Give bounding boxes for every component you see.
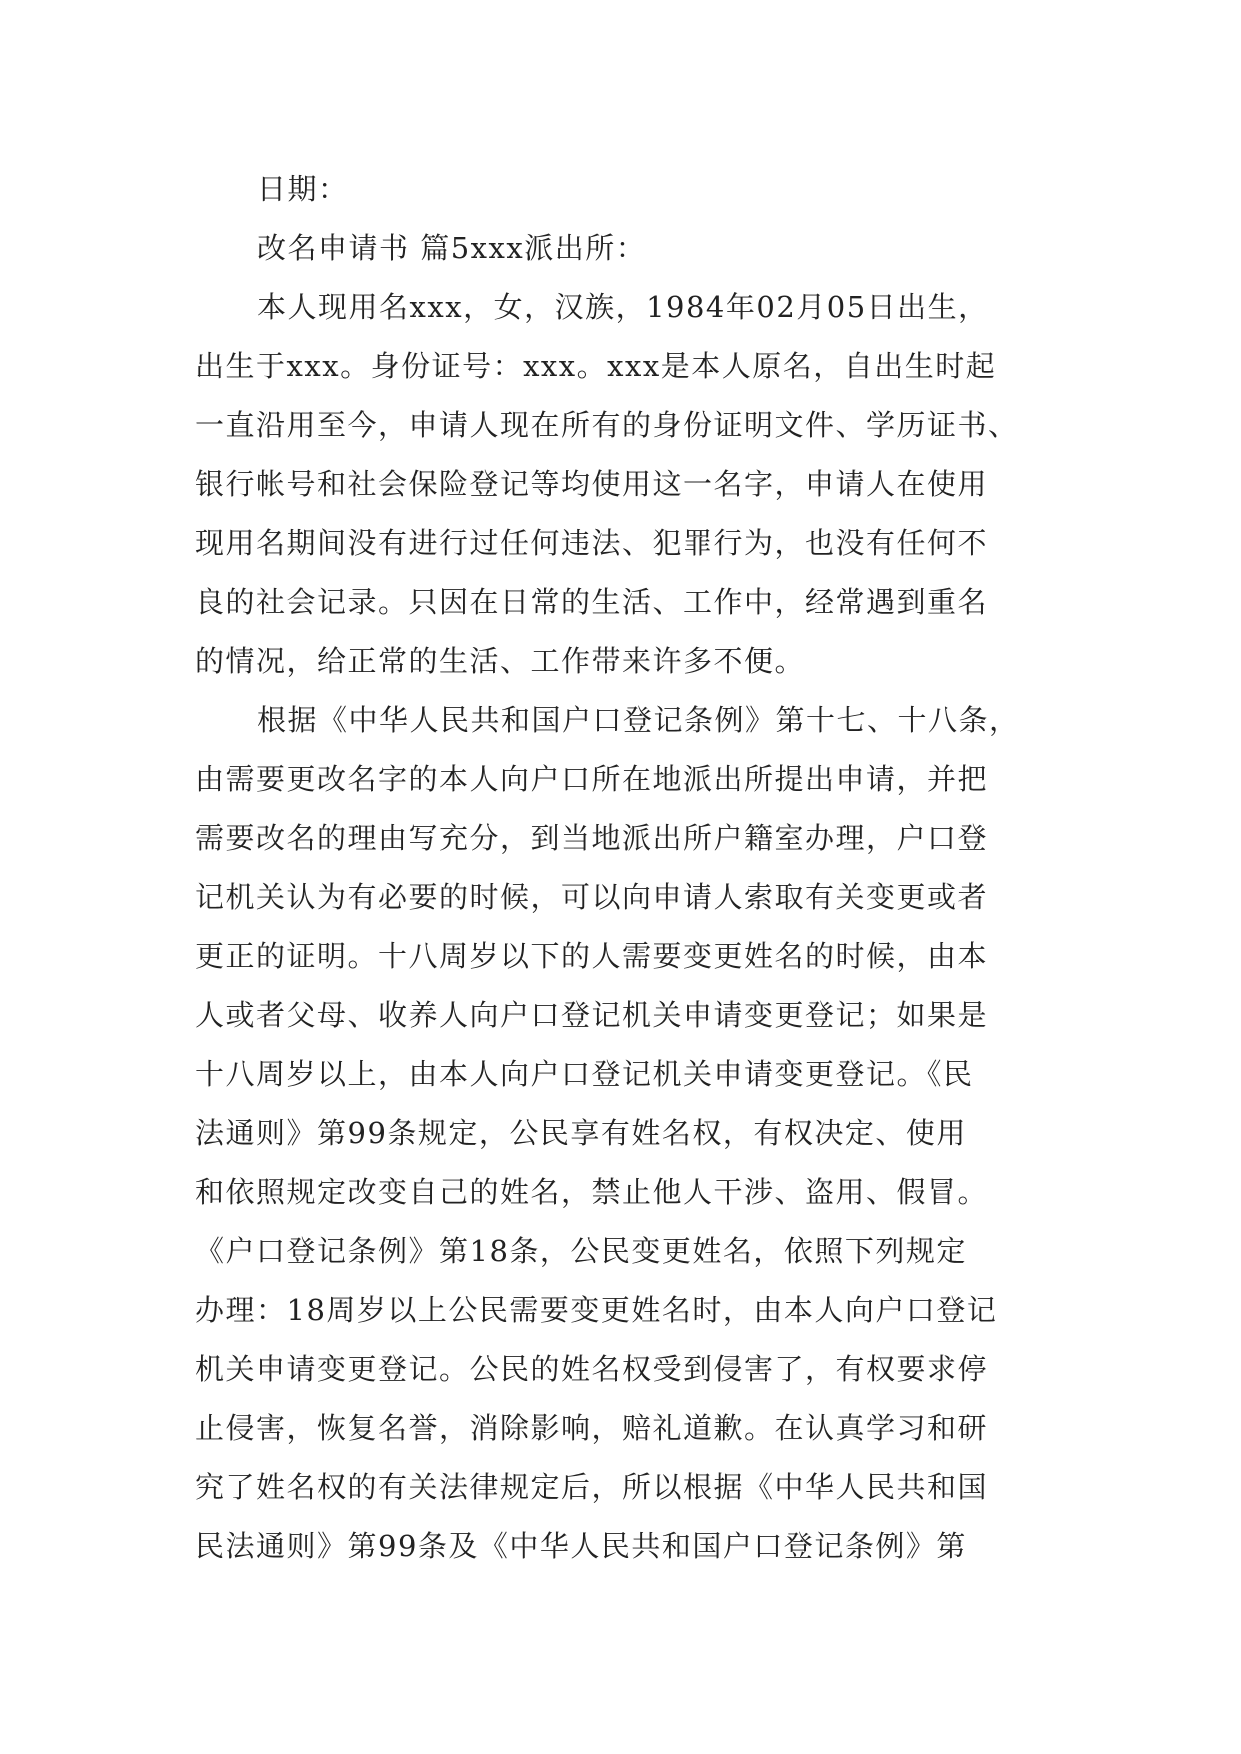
paragraph-1-line: 出生于xxx。身份证号：xxx。xxx是本人原名，自出生时起 [195,349,997,383]
paragraph-1-line: 良的社会记录。只因在日常的生活、工作中，经常遇到重名 [195,585,989,619]
paragraph-2-line: 记机关认为有必要的时候，可以向申请人索取有关变更或者 [195,880,989,914]
document-body [195,160,1055,1576]
paragraph-2-line: 法通则》第99条规定，公民享有姓名权，有权决定、使用 [195,1116,967,1150]
paragraph-2-line: 根据《中华人民共和国户口登记条例》第十七、十八条， [257,703,1020,737]
paragraph-1-line: 一直沿用至今，申请人现在所有的身份证明文件、学历证书、 [195,408,1019,442]
paragraph-2-line: 需要改名的理由写充分，到当地派出所户籍室办理，户口登 [195,821,989,855]
paragraph-1-line: 的情况，给正常的生活、工作带来许多不便。 [195,644,806,678]
paragraph-1-line: 本人现用名xxx，女，汉族，1984年02月05日出生， [257,290,989,324]
paragraph-1-line: 现用名期间没有进行过任何违法、犯罪行为，也没有任何不 [195,526,989,560]
paragraph-2-line: 《户口登记条例》第18条，公民变更姓名，依照下列规定 [195,1234,967,1268]
paragraph-2-line: 十八周岁以上，由本人向户口登记机关申请变更登记。《民 [195,1057,974,1091]
date-line: 日期： [257,172,349,206]
paragraph-2-line: 究了姓名权的有关法律规定后，所以根据《中华人民共和国 [195,1470,989,1504]
title-addressee-line: 改名申请书 篇5xxx派出所： [257,231,647,265]
paragraph-2-line: 由需要更改名字的本人向户口所在地派出所提出申请，并把 [195,762,989,796]
paragraph-2-line: 更正的证明。十八周岁以下的人需要变更姓名的时候，由本 [195,939,989,973]
paragraph-2-line: 民法通则》第99条及《中华人民共和国户口登记条例》第 [195,1529,967,1563]
paragraph-2-line: 和依照规定改变自己的姓名，禁止他人干涉、盗用、假冒。 [195,1175,989,1209]
paragraph-2-line: 止侵害，恢复名誉，消除影响，赔礼道歉。在认真学习和研 [195,1411,989,1445]
paragraph-2-line: 人或者父母、收养人向户口登记机关申请变更登记；如果是 [195,998,989,1032]
paragraph-1-line: 银行帐号和社会保险登记等均使用这一名字，申请人在使用 [195,467,989,501]
paragraph-2-line: 机关申请变更登记。公民的姓名权受到侵害了，有权要求停 [195,1352,989,1386]
paragraph-2-line: 办理：18周岁以上公民需要变更姓名时，由本人向户口登记 [195,1293,998,1327]
